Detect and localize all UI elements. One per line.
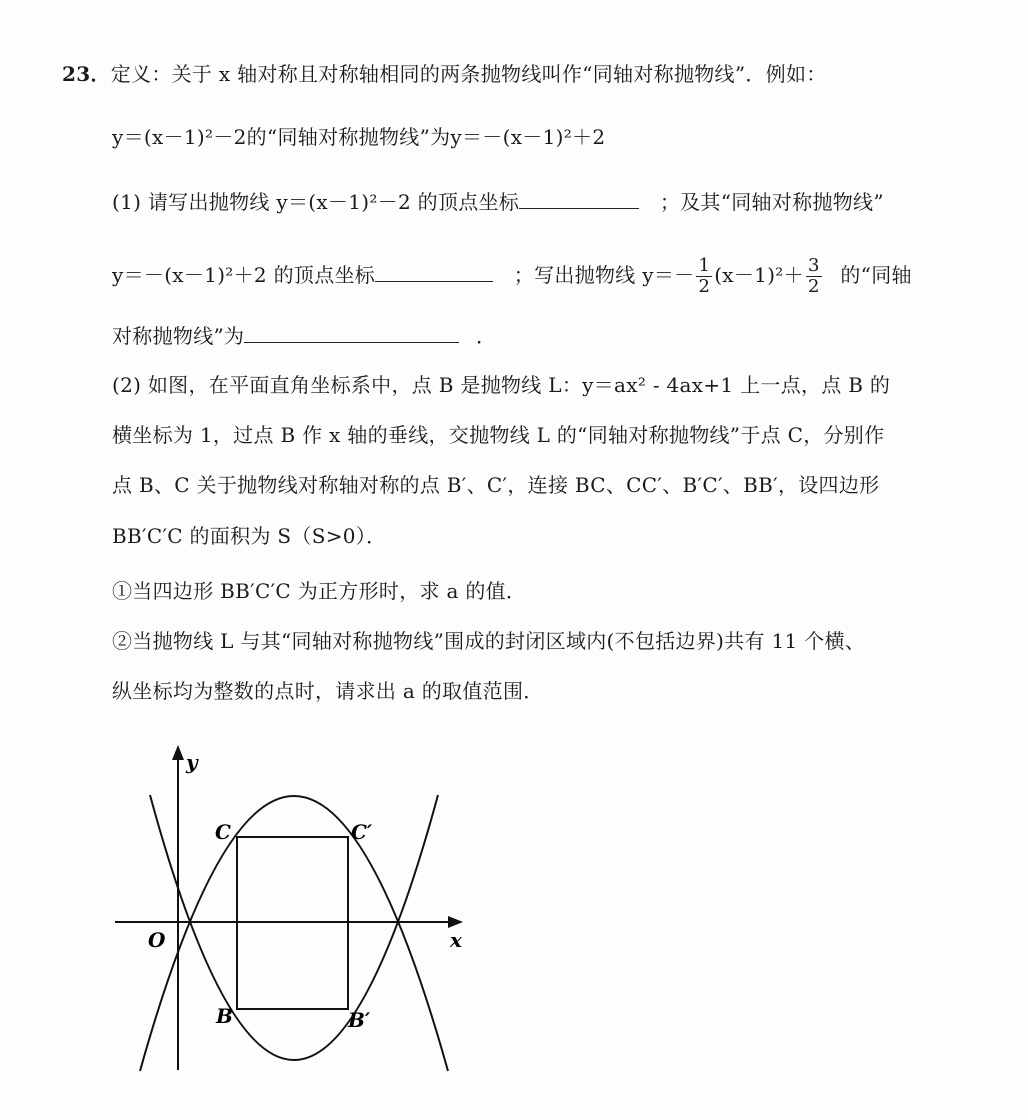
- fraction-one-half-num: 1: [698, 255, 711, 276]
- part1-line2-c: (x－1)²＋: [714, 263, 804, 287]
- part1-line2-a: y＝－(x－1)²＋2 的顶点坐标: [112, 263, 376, 287]
- part2-line4: BB′C′C 的面积为 S（S>0）．: [112, 524, 387, 548]
- question-2-line1: ②当抛物线 L 与其“同轴对称抛物线”围成的封闭区域内(不包括边界)共有 11 个横、: [112, 629, 866, 653]
- parabola-L-opening-up: [150, 795, 438, 1060]
- x-axis-arrow-icon: [448, 916, 463, 928]
- x-axis-label: x: [450, 928, 462, 952]
- fraction-one-half-den: 2: [698, 276, 711, 297]
- part1-line1-a: (1) 请写出抛物线 y＝(x－1)²－2 的顶点坐标: [112, 190, 520, 214]
- point-C-prime-label: C′: [351, 820, 373, 844]
- problem-number: 23．: [62, 62, 111, 86]
- part1-line3-a: 对称抛物线”为: [112, 324, 245, 348]
- fraction-three-half-num: 3: [807, 255, 820, 276]
- point-B-label: B: [216, 1004, 233, 1028]
- fraction-three-half-den: 2: [807, 276, 820, 297]
- part1-line2-d: 的“同轴: [840, 263, 912, 287]
- y-axis-arrow-icon: [172, 745, 184, 760]
- answer-blank-2[interactable]: [375, 263, 493, 282]
- point-C-label: C: [215, 820, 231, 844]
- part1-line2: [112, 256, 912, 297]
- origin-label: O: [148, 928, 166, 952]
- part1-line3-b: ．: [476, 324, 497, 348]
- question-2-line2: 纵坐标均为整数的点时，请求出 a 的取值范围．: [112, 679, 544, 703]
- part2-line1: (2) 如图，在平面直角坐标系中，点 B 是抛物线 L：y＝ax² - 4ax+1 上一点，点 B 的: [112, 373, 891, 397]
- example-text: y＝(x－1)²－2的“同轴对称抛物线”为y＝－(x－1)²＋2: [112, 125, 606, 149]
- fraction-three-half: [806, 256, 822, 297]
- part1-line1: [112, 188, 884, 216]
- part1-line2-b: ；写出抛物线 y＝－: [513, 263, 695, 287]
- coordinate-figure: [100, 735, 480, 1075]
- question-1: ①当四边形 BB′C′C 为正方形时，求 a 的值．: [112, 579, 527, 603]
- fraction-one-half: [696, 256, 712, 297]
- problem-definition: [62, 60, 827, 88]
- y-axis-label: y: [186, 750, 198, 774]
- point-B-prime-label: B′: [348, 1008, 371, 1032]
- answer-blank-1[interactable]: [519, 190, 639, 209]
- part1-line1-b: ；及其“同轴对称抛物线”: [659, 190, 884, 214]
- part1-line3: [112, 322, 496, 350]
- part2-line3: 点 B、C 关于抛物线对称轴对称的点 B′、C′，连接 BC、CC′、B′C′、BB′，设四边形: [112, 473, 880, 497]
- answer-blank-3[interactable]: [244, 324, 459, 343]
- part2-line2: 横坐标为 1，过点 B 作 x 轴的垂线，交抛物线 L 的“同轴对称抛物线”于点 C，分别作: [112, 423, 885, 447]
- definition-text: 定义：关于 x 轴对称且对称轴相同的两条抛物线叫作“同轴对称抛物线”．例如：: [110, 62, 827, 86]
